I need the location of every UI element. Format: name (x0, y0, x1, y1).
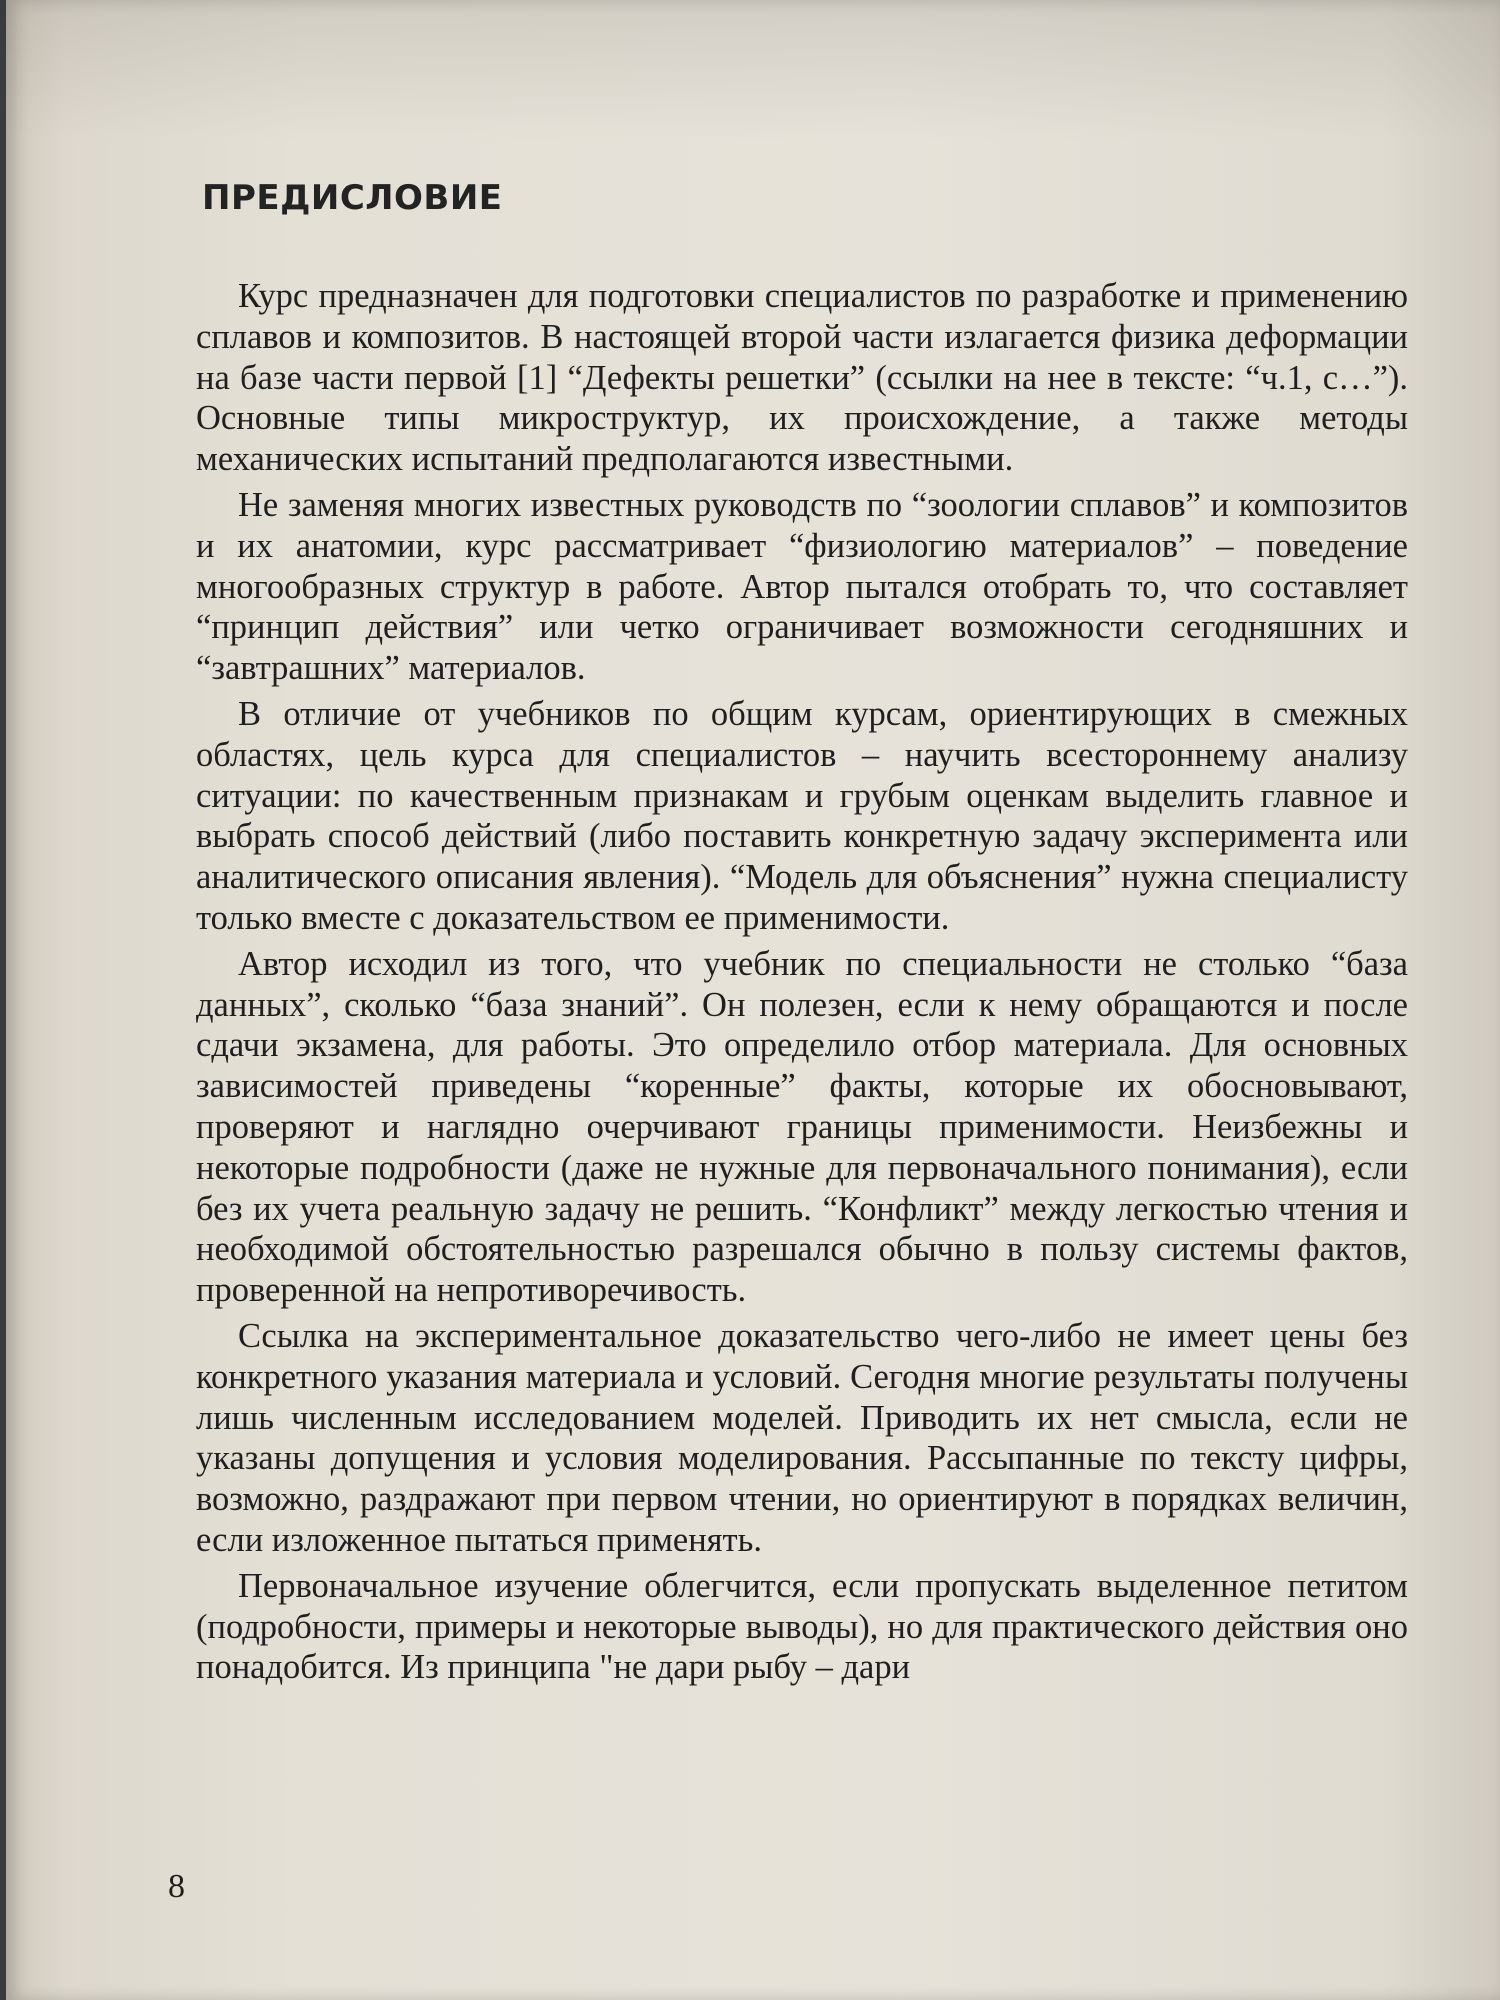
paragraph-3: В отличие от учебников по общим курсам, ориентирующих в смежных областях, цель курса для специалистов – научить всестороннему анализу ситуации: по качественным признакам и грубым оценкам выделить главное и выбрать способ действий (либо поставить конкретную задачу эксперимента или аналитического описания явления). “Модель для объяснения” нужна специалисту только вместе с доказательством ее применимости. (196, 694, 1408, 937)
page-title: ПРЕДИСЛОВИЕ (202, 178, 503, 218)
book-page (6, 0, 1500, 2000)
body-text (196, 276, 1408, 1693)
page-shadow (6, 0, 1500, 140)
paragraph-4: Автор исходил из того, что учебник по специальности не столько “база данных”, сколько “база знаний”. Он полезен, если к нему обращаются и после сдачи экзамена, для работы. Это определило отбор материала. Для основных зависимостей приведены “коренные” факты, которые их обосновывают, проверяют и наглядно очерчивают границы применимости. Неизбежны и некоторые подробности (даже не нужные для первоначального понимания), если без их учета реальную задачу не решить. “Конфликт” между легкостью чтения и необходимой обстоятельностью разрешался обычно в пользу системы фактов, проверенной на непротиворечивость. (196, 944, 1408, 1310)
paragraph-1: Курс предназначен для подготовки специалистов по разработке и применению сплавов и композитов. В настоящей второй части излагается физика деформации на базе части первой [1] “Дефекты решетки” (ссылки на нее в тексте: “ч.1, с…”). Основные типы микроструктур, их происхождение, а также методы механических испытаний предполагаются известными. (196, 277, 1408, 479)
page-number: 8 (168, 1868, 185, 1905)
paragraph-5: Ссылка на экспериментальное доказательство чего-либо не имеет цены без конкретного указания материала и условий. Сегодня многие результаты получены лишь численным исследованием моделей. Приводить их нет смысла, если не указаны допущения и условия моделирования. Рассыпанные по тексту цифры, возможно, раздражают при первом чтении, но ориентируют в порядках величин, если изложенное пытаться применять. (196, 1316, 1408, 1559)
paragraph-6: Первоначальное изучение облегчится, если пропускать выделенное петитом (подробности, примеры и некоторые выводы), но для практического действия оно понадобится. Из принципа "не дари рыбу – дари (196, 1566, 1408, 1687)
paragraph-2: Не заменяя многих известных руководств по “зоологии сплавов” и композитов и их анатомии, курс рассматривает “физиологию материалов” – поведение многообразных структур в работе. Автор пытался отобрать то, что составляет “принцип действия” или четко ограничивает возможности сегодняшних и “завтрашних” материалов. (196, 485, 1408, 688)
